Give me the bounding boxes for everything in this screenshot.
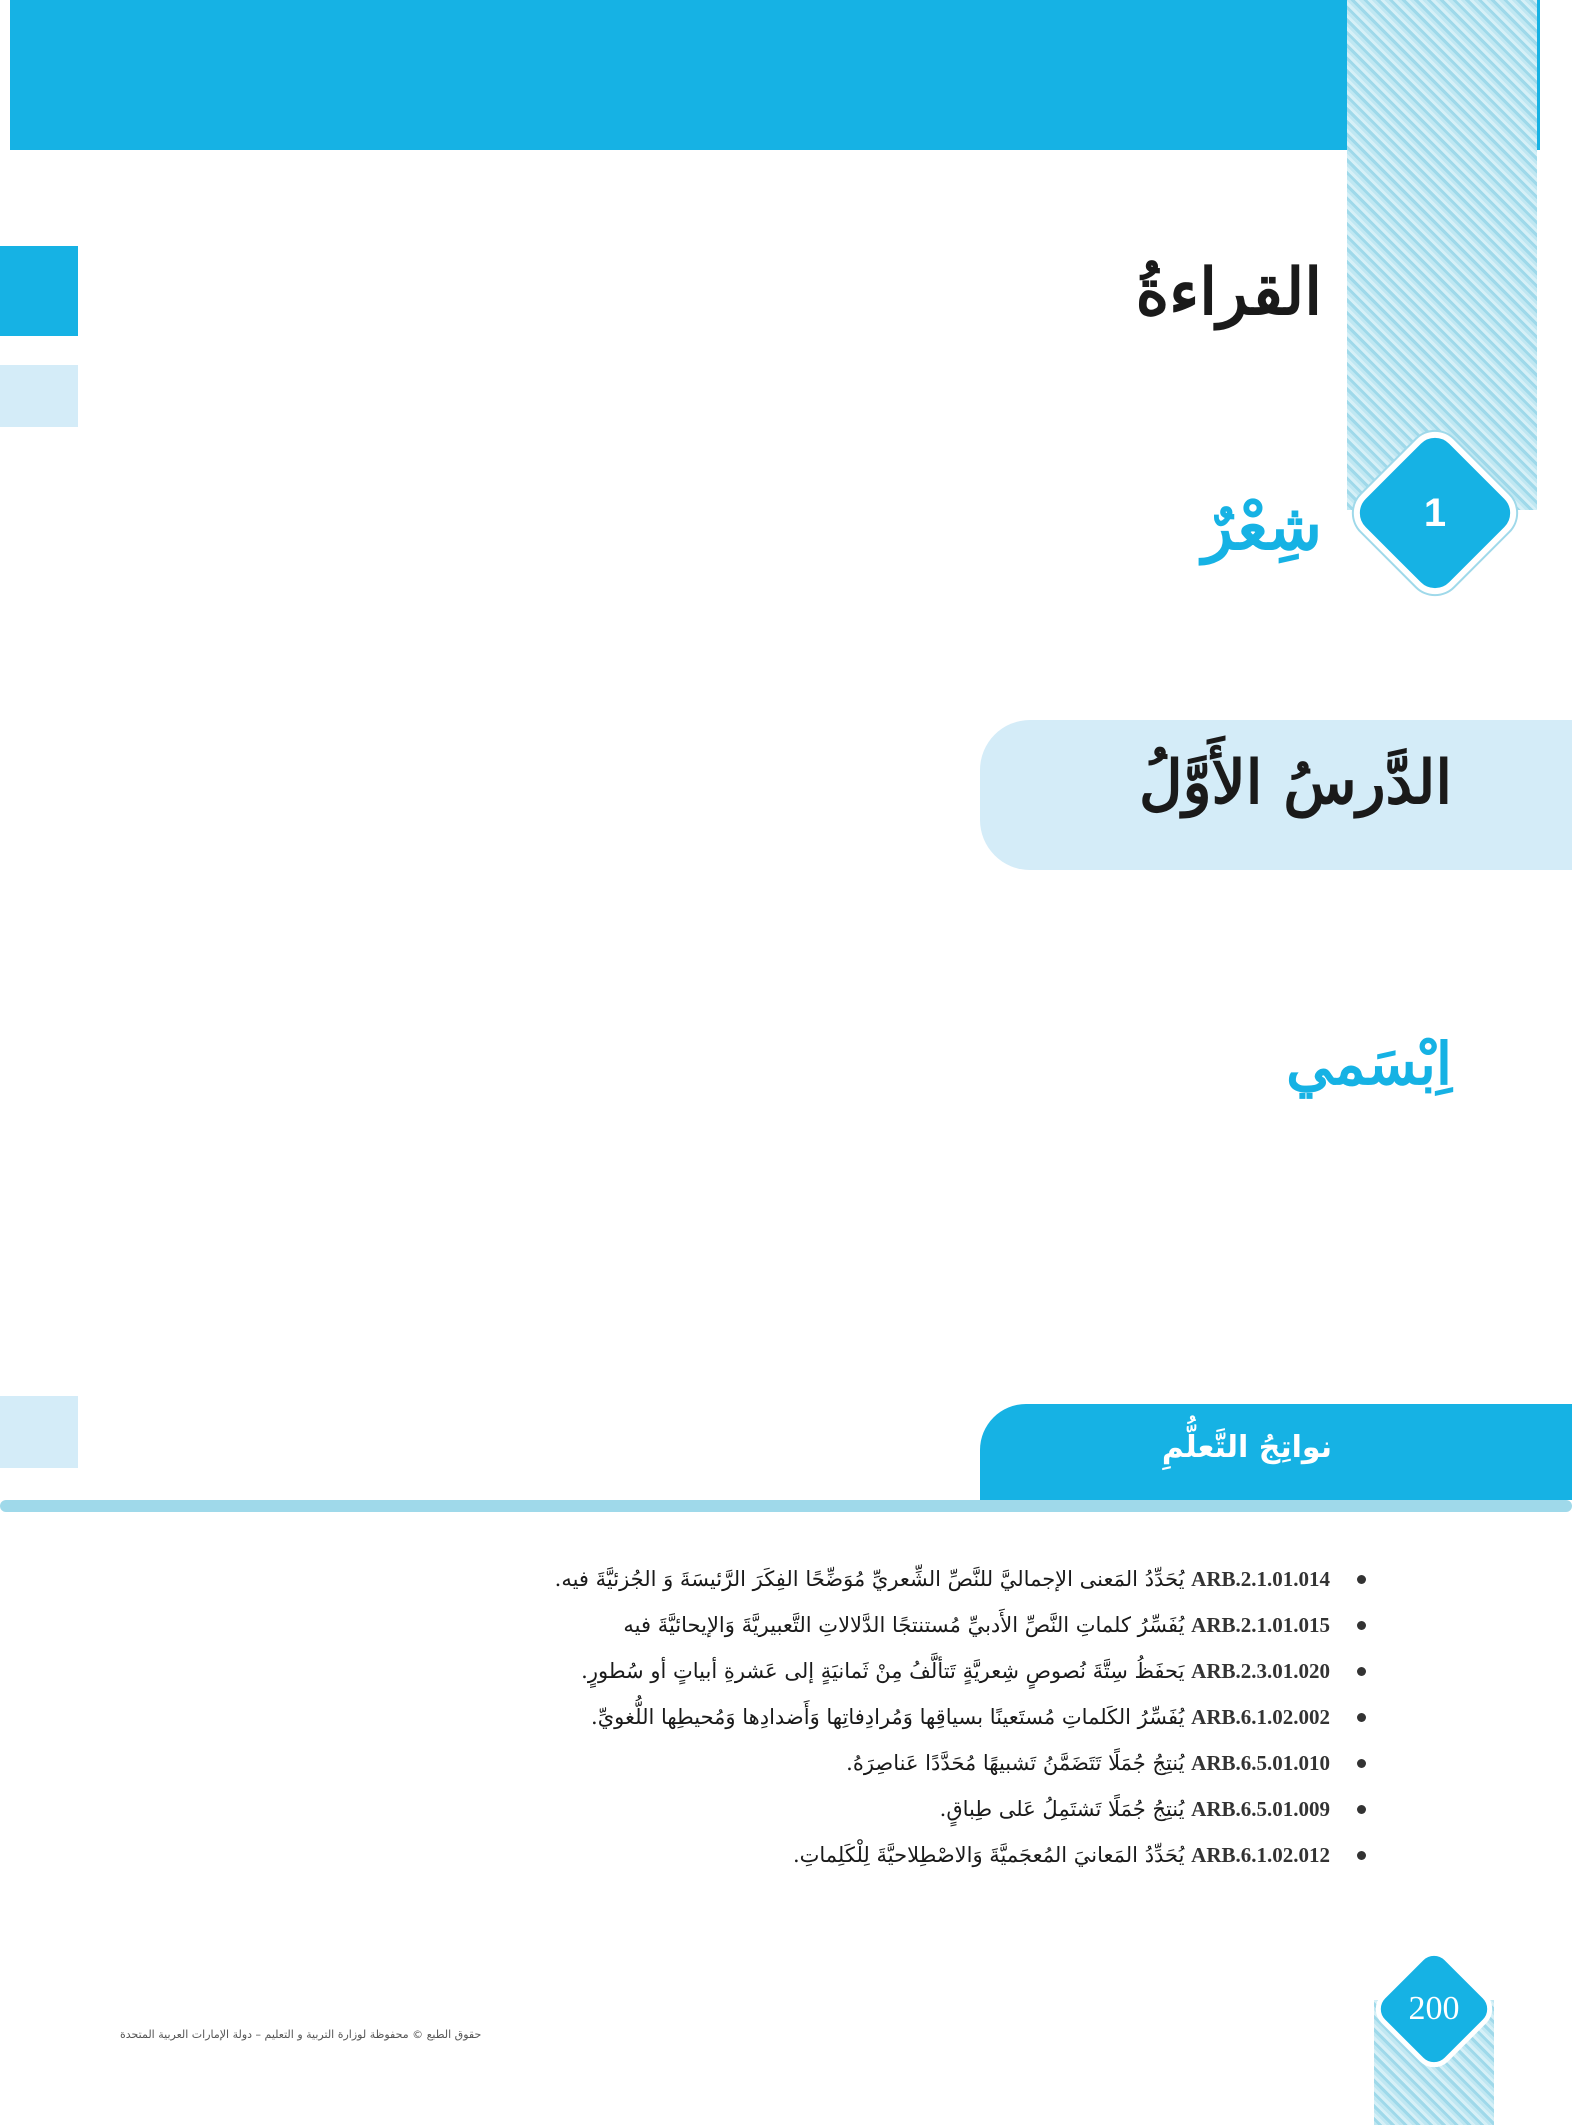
- section-label: شِعْرٌ: [1202, 490, 1322, 565]
- bullet-icon: [1357, 1575, 1366, 1584]
- outcome-text: يُحَدِّدُ المَعانيَ المُعجَميَّةَ وَالاصْطِلاحيَّةَ لِلْكَلِماتِ.: [792, 1843, 1185, 1867]
- outcome-text: يُفَسِّرُ الكَلماتِ مُستَعينًا بسياقِها وَمُرادِفاتِها وَأَضدادِها وَمُحيطِها اللُّغويِّ.: [591, 1705, 1185, 1729]
- outcome-text: يُفَسِّرُ كلماتِ النَّصِّ الأَدبيِّ مُستنتجًا الدَّلالاتِ التَّعبيريَّةَ وَالإيحائيَّةَ فيه: [623, 1613, 1185, 1637]
- poem-title: اِبْسَمي: [1286, 1030, 1452, 1098]
- left-edge-tab-light: [0, 365, 78, 427]
- outcome-code: ARB.6.1.02.012: [1191, 1843, 1330, 1867]
- list-item: [300, 1556, 1330, 1602]
- bullet-icon: [1357, 1667, 1366, 1676]
- unit-title: القراءةُ: [1135, 255, 1322, 330]
- outcome-code: ARB.2.1.01.014: [1191, 1567, 1330, 1591]
- list-item: [300, 1648, 1330, 1694]
- copyright-footer: حقوق الطبع © محفوظة لوزارة التربية و التعليم – دولة الإمارات العربية المتحدة: [120, 2028, 482, 2041]
- top-banner: [10, 0, 1540, 150]
- list-item: [300, 1832, 1330, 1878]
- list-item: [300, 1602, 1330, 1648]
- left-edge-tab-light-lower: [0, 1396, 78, 1468]
- outcome-code: ARB.2.1.01.015: [1191, 1613, 1330, 1637]
- outcome-code: ARB.6.1.02.002: [1191, 1705, 1330, 1729]
- bullet-icon: [1357, 1805, 1366, 1814]
- learning-outcomes-heading: نواتِجُ التَّعلُّمِ: [1161, 1430, 1332, 1465]
- unit-number: 1: [1423, 490, 1447, 535]
- outcome-code: ARB.6.5.01.010: [1191, 1751, 1330, 1775]
- bullet-icon: [1357, 1621, 1366, 1630]
- outcome-text: يُنتِجُ جُمَلًا تَتَضَمَّنُ تَشبيهًا مُحَدَّدًا عَناصِرَهُ.: [846, 1751, 1185, 1775]
- outcome-code: ARB.2.3.01.020: [1191, 1659, 1330, 1683]
- outcome-code: ARB.6.5.01.009: [1191, 1797, 1330, 1821]
- outcome-text: يُحَدِّدُ المَعنى الإجماليَّ للنَّصِّ الشِّعريِّ مُوَضِّحًا الفِكَرَ الرَّئيسَةَ وَ الجُزئيَّةَ فيه.: [554, 1567, 1185, 1591]
- left-edge-tab: [0, 246, 78, 336]
- list-item: [300, 1694, 1330, 1740]
- list-item: [300, 1786, 1330, 1832]
- lesson-title: الدَّرسُ الأَوَّلُ: [1138, 748, 1452, 818]
- section-divider: [0, 1500, 1572, 1512]
- outcome-text: يُنتِجُ جُمَلًا تَشتَمِلُ عَلى طِباقٍ.: [939, 1797, 1185, 1821]
- bullet-icon: [1357, 1713, 1366, 1722]
- learning-outcomes-list: [300, 1556, 1330, 1878]
- outcome-text: يَحفَظُ سِتَّةَ نُصوصٍ شِعريَّةٍ تَتألَّفُ مِنْ ثَمانيَةٍ إلى عَشرةِ أبياتٍ أو سُطورٍ.: [581, 1659, 1185, 1683]
- page-number: 200: [1408, 1990, 1460, 2027]
- bullet-icon: [1357, 1759, 1366, 1768]
- list-item: [300, 1740, 1330, 1786]
- bullet-icon: [1357, 1851, 1366, 1860]
